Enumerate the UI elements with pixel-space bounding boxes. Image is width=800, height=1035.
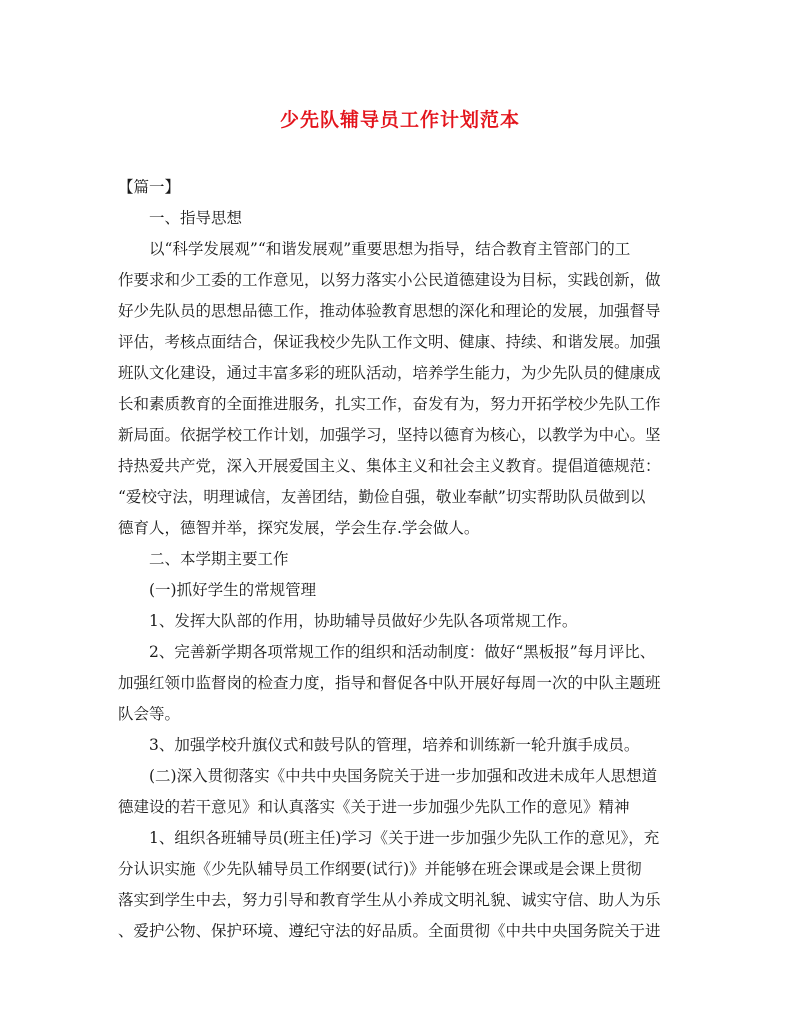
list-item-1: 1、发挥大队部的作用，协助辅导员做好少先队各项常规工作。 — [149, 612, 578, 630]
paragraph-line: 、爱护公物、保护环境、遵纪守法的好品质。全面贯彻《中共中央国务院关于进 — [118, 922, 661, 940]
paragraph-line: 评估，考核点面结合，保证我校少先队工作文明、健康、持续、和谐发展。加强 — [118, 333, 661, 351]
document-title: 少先队辅导员工作计划范本 — [279, 109, 520, 131]
heading-guiding-thought: 一、指导思想 — [149, 209, 243, 227]
paragraph-line: (二)深入贯彻落实《中共中央国务院关于进一步加强和改进未成年人思想道 — [149, 767, 658, 785]
paragraph-line: 长和素质教育的全面推进服务，扎实工作，奋发有为，努力开拓学校少先队工作 — [118, 395, 661, 413]
paragraph-line: 德建设的若干意见》和认真落实《关于进一步加强少先队工作的意见》精神 — [118, 798, 630, 816]
subheading-routine-management: (一)抓好学生的常规管理 — [149, 581, 317, 599]
document-body — [118, 172, 684, 947]
list-item-3: 3、加强学校升旗仪式和鼓号队的管理，培养和训练新一轮升旗手成员。 — [149, 736, 640, 754]
paragraph-line: 1、组织各班辅导员(班主任)学习《关于进一步加强少先队工作的意见》，充 — [149, 829, 660, 847]
paragraph-line: 持热爱共产党，深入开展爱国主义、集体主义和社会主义教育。提倡道德规范： — [118, 457, 661, 475]
paragraph-line: 分认识实施《少先队辅导员工作纲要(试行)》并能够在班会课或是会课上贯彻 — [118, 860, 642, 878]
list-item-4 — [118, 823, 684, 947]
paragraph-guiding-thought — [118, 234, 684, 544]
paragraph-line: 以“科学发展观”“和谐发展观”重要思想为指导，结合教育主管部门的工 — [149, 240, 631, 258]
heading-main-work: 二、本学期主要工作 — [149, 550, 289, 568]
section-heading: 【篇一】 — [118, 178, 181, 196]
paragraph-line: 新局面。依据学校工作计划，加强学习，坚持以德育为核心，以教学为中心。坚 — [118, 426, 661, 444]
paragraph-line: 好少先队员的思想品德工作，推动体验教育思想的深化和理论的发展，加强督导 — [118, 302, 661, 320]
list-item-2 — [118, 637, 684, 730]
paragraph-line: 加强红领巾监督岗的检查力度，指导和督促各中队开展好每周一次的中队主题班 — [118, 674, 661, 692]
paragraph-line: “爱校守法，明理诚信，友善团结，勤俭自强，敬业奉献”切实帮助队员做到以 — [118, 488, 646, 506]
paragraph-line: 队会等。 — [118, 705, 181, 723]
paragraph-line: 作要求和少工委的工作意见，以努力落实小公民道德建设为目标，实践创新，做 — [118, 271, 661, 289]
paragraph-line: 落实到学生中去，努力引导和教育学生从小养成文明礼貌、诚实守信、助人为乐 — [118, 891, 661, 909]
paragraph-line: 德育人，德智并举，探究发展，学会生存.学会做人。 — [118, 519, 480, 537]
paragraph-line: 班队文化建设，通过丰富多彩的班队活动，培养学生能力，为少先队员的健康成 — [118, 364, 661, 382]
paragraph-line: 2、完善新学期各项常规工作的组织和活动制度：做好“黑板报”每月评比、 — [149, 643, 656, 661]
subheading-implementation — [118, 761, 684, 823]
